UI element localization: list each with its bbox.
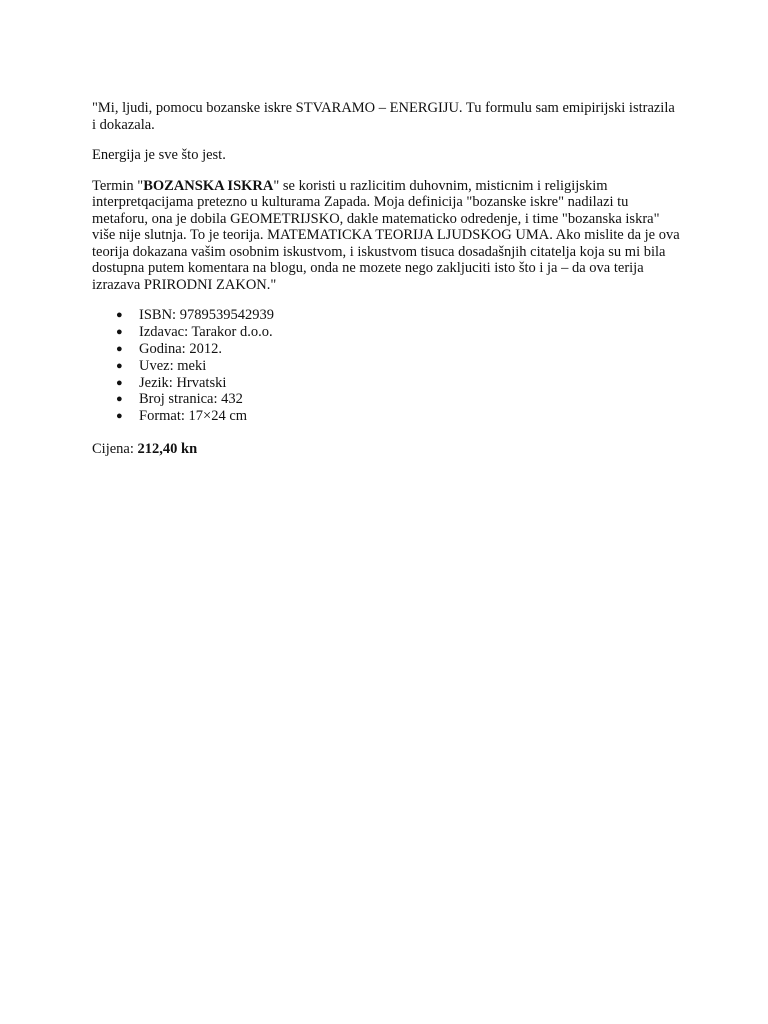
detail-text: Broj stranica: 432: [139, 391, 243, 408]
detail-binding: [92, 358, 682, 375]
bullet-icon: ●: [116, 359, 123, 372]
energy-statement: Energija je sve što jest.: [92, 147, 226, 163]
bullet-icon: ●: [116, 309, 123, 321]
intro-quote: "Mi, ljudi, pomocu bozanske iskre STVARAMO – ENERGIJU. Tu formulu sam emipirijski istrazila i dokazala.: [92, 100, 675, 133]
detail-publisher: [92, 324, 682, 341]
detail-text: ISBN: 9789539542939: [139, 307, 274, 323]
detail-language: [92, 375, 682, 392]
term-paragraph: [92, 178, 682, 294]
detail-text: Format: 17×24 cm: [139, 408, 248, 425]
detail-text: Godina: 2012.: [139, 340, 222, 357]
bullet-icon: ●: [116, 342, 123, 355]
bullet-icon: ●: [116, 393, 123, 406]
term-prefix: Termin ": [92, 177, 144, 194]
bullet-icon: ●: [116, 325, 123, 338]
term-suffix: " se koristi u razlicitim duhovnim, misticnim i religijskim interpretqacijama pretezno u kulturama Zapada. Moja definicija "bozanske iskre" nadilazi tu metaforu, ona je dobila GEOMETRIJSKO, dakle matematicko odredenje, i time "bozanska iskra" više nije slutnja. To je teorija. MATEMATICKA TEORIJA LJUDSKOG UMA. Ako mislite da je ova teorija dokazana vašim osobnim iskustvom, i iskustvom tisuca dosadašnjih citatelja koja su mi bila dostupna putem komentara na blogu, onda ne mozete nego zakljuciti isto što i ja – da ova terija izrazava PRIRODNI ZAKON.": [92, 177, 680, 293]
price-label: Cijena:: [92, 441, 138, 458]
detail-format: [92, 408, 682, 425]
detail-text: Uvez: meki: [139, 357, 207, 374]
book-details-list: [92, 307, 682, 425]
document-page: [92, 100, 682, 472]
detail-pages: [92, 391, 682, 408]
detail-text: Jezik: Hrvatski: [139, 374, 227, 391]
price-value: 212,40 kn: [137, 441, 198, 458]
price-line: [92, 441, 682, 458]
term-bold: BOZANSKA ISKRA: [143, 177, 274, 194]
bullet-icon: ●: [116, 410, 123, 423]
bullet-icon: ●: [116, 376, 123, 389]
detail-text: Izdavac: Tarakor d.o.o.: [139, 323, 273, 340]
detail-year: [92, 341, 682, 358]
detail-isbn: [92, 307, 682, 324]
